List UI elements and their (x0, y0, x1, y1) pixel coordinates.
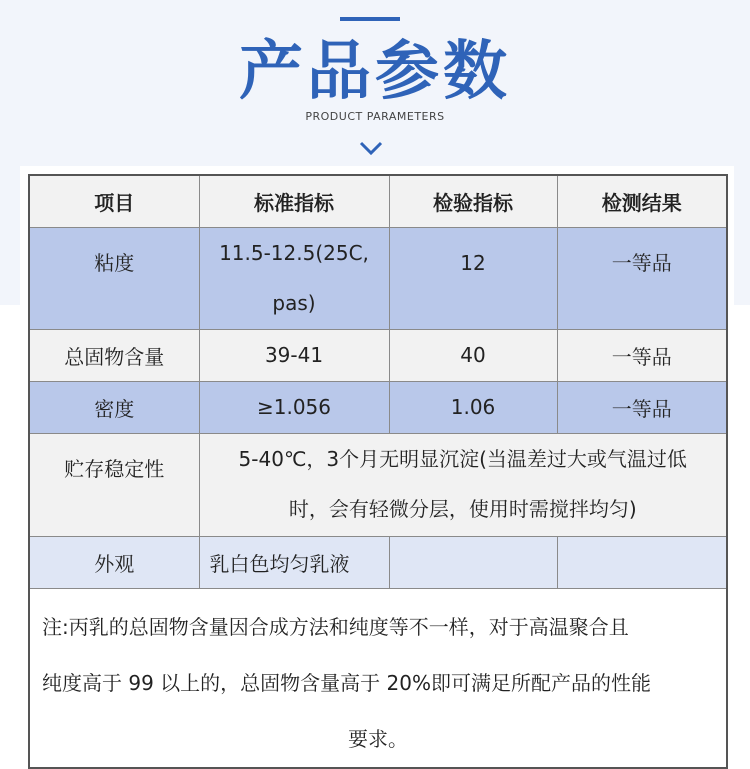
parameter-table-frame (20, 166, 734, 753)
parameter-table (28, 174, 728, 769)
row-item: 总固物含量 (29, 329, 199, 381)
note-line-3: 要求。 (348, 726, 408, 751)
row-test (389, 536, 557, 588)
table-row (29, 329, 727, 381)
table-row (29, 381, 727, 433)
row-result: 一等品 (557, 227, 727, 329)
header-divider (340, 17, 400, 21)
table-row (29, 433, 727, 536)
page-title: 产品参数 (239, 35, 511, 109)
row-item: 密度 (29, 381, 199, 433)
row-item: 外观 (29, 536, 199, 588)
row-storage-description (199, 433, 727, 536)
note-line-2: 纯度高于 99 以上的，总固物含量高于 20%即可满足所配产品的性能 (42, 670, 651, 695)
header-result: 检测结果 (557, 175, 727, 227)
row-standard: ≥1.056 (199, 381, 389, 433)
table-row (29, 536, 727, 588)
standard-line-2: pas) (272, 290, 316, 315)
table-note (29, 588, 727, 768)
standard-line-1: 11.5-12.5(25C, (219, 240, 369, 265)
storage-line-2: 时，会有轻微分层，使用时需搅拌均匀) (288, 496, 637, 521)
header-test: 检验指标 (389, 175, 557, 227)
row-result: 一等品 (557, 329, 727, 381)
page-subtitle: PRODUCT PARAMETERS (305, 110, 445, 123)
row-test: 12 (389, 227, 557, 329)
row-result: 一等品 (557, 381, 727, 433)
header-standard: 标准指标 (199, 175, 389, 227)
table-row (29, 227, 727, 329)
table-header-row (29, 175, 727, 227)
row-item: 贮存稳定性 (29, 433, 199, 536)
header-item: 项目 (29, 175, 199, 227)
note-line-1: 注:丙乳的总固物含量因合成方法和纯度等不一样，对于高温聚合且 (42, 614, 629, 639)
storage-line-1: 5-40℃，3个月无明显沉淀(当温差过大或气温过低 (238, 446, 687, 471)
row-item: 粘度 (29, 227, 199, 329)
table-note-row (29, 588, 727, 768)
row-test: 40 (389, 329, 557, 381)
row-standard: 39-41 (199, 329, 389, 381)
chevron-down-icon (359, 141, 383, 155)
row-standard: 乳白色均匀乳液 (199, 536, 389, 588)
row-result (557, 536, 727, 588)
row-test: 1.06 (389, 381, 557, 433)
row-standard (199, 227, 389, 329)
